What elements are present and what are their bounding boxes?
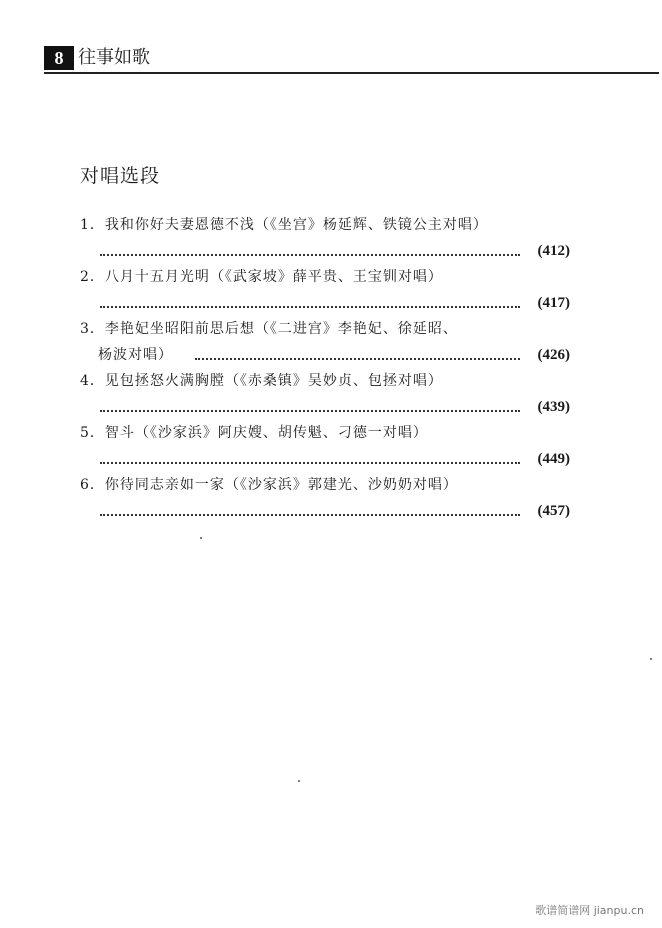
book-title: 往事如歌 (78, 47, 150, 68)
dot-leader (100, 462, 520, 464)
toc-entry[interactable] (80, 212, 570, 264)
toc-entry-leader-line (80, 446, 570, 472)
toc-page-ref: (439) (537, 399, 570, 415)
toc-entry[interactable] (80, 316, 570, 368)
toc-entry-title: 5．智斗（《沙家浜》阿庆嫂、胡传魁、刁德一对唱） (80, 425, 428, 441)
toc-entry-leader-line (80, 394, 570, 420)
scan-speck (298, 780, 300, 782)
toc-entry-title: 1．我和你好夫妻恩德不浅（《坐宫》杨延辉、铁镜公主对唱） (80, 217, 488, 233)
toc-entry-leader-line (80, 342, 570, 368)
running-header (44, 46, 659, 76)
toc-entry-leader-line (80, 238, 570, 264)
section-title: 对唱选段 (80, 165, 161, 187)
toc-page-ref: (449) (537, 451, 570, 467)
toc-page-ref: (417) (537, 295, 570, 311)
page-number: 8 (44, 46, 74, 70)
watermark: 歌谱简谱网 jianpu.cn (535, 904, 644, 917)
toc-entry-title: 6．你待同志亲如一家（《沙家浜》郭建光、沙奶奶对唱） (80, 477, 458, 493)
toc-page-ref: (457) (537, 503, 570, 519)
dot-leader (195, 358, 520, 360)
scan-speck (650, 658, 652, 660)
toc-entry-title: 4．见包拯怒火满胸膛（《赤桑镇》吴妙贞、包拯对唱） (80, 373, 443, 389)
scan-speck (200, 537, 202, 539)
toc-entry[interactable] (80, 264, 570, 316)
toc-entry-leader-line (80, 290, 570, 316)
toc-entry-continuation: 杨波对唱） (98, 347, 173, 363)
toc-page-ref: (426) (537, 347, 570, 363)
dot-leader (100, 514, 520, 516)
toc-page-ref: (412) (537, 243, 570, 259)
dot-leader (100, 410, 520, 412)
toc-entry-leader-line (80, 498, 570, 524)
dot-leader (100, 306, 520, 308)
table-of-contents (80, 212, 570, 524)
toc-entry-title: 3．李艳妃坐昭阳前思后想（《二进宫》李艳妃、徐延昭、 (80, 321, 458, 337)
toc-entry[interactable] (80, 472, 570, 524)
toc-entry[interactable] (80, 420, 570, 472)
toc-entry-title: 2．八月十五月光明（《武家坡》薛平贵、王宝钏对唱） (80, 269, 443, 285)
toc-entry[interactable] (80, 368, 570, 420)
header-rule (44, 72, 659, 74)
dot-leader (100, 254, 520, 256)
